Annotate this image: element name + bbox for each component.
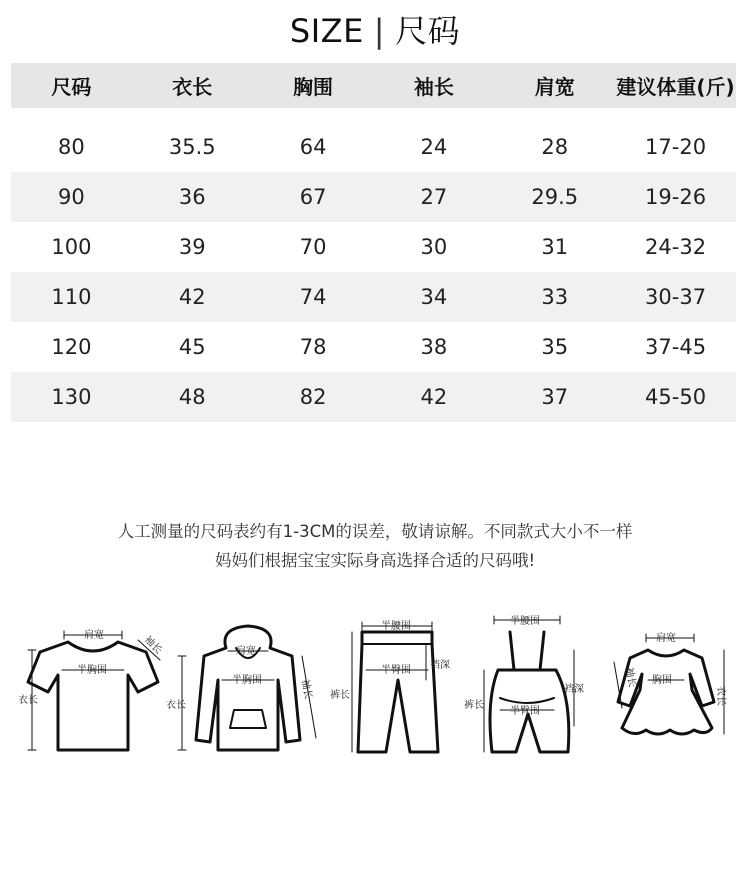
hoodie-length-label: 衣长 [166,700,186,711]
table-cell: 24 [420,135,448,159]
dress-icon [618,650,714,734]
table-cell: 30 [420,235,448,259]
table-cell: 64 [299,135,327,159]
table-cell: 31 [541,235,569,259]
tshirt-diagram [18,628,165,750]
table-cell: 110 [11,272,132,322]
overalls-diagram [464,614,584,752]
dress-chest-label: 胸围 [652,675,672,686]
table-cell: 70 [299,235,327,259]
header-weight: 建议体重(斤) [615,63,736,108]
overalls-icon [490,632,569,752]
table-cell: 30-37 [615,272,736,322]
table-cell: 48 [132,372,253,422]
table-cell: 19-26 [615,172,736,222]
size-table [11,63,736,422]
header-shoulder: 肩宽 [494,63,615,108]
table-cell: 67 [253,172,374,222]
table-cell: 37-45 [645,335,707,359]
dress-length-label: 衣长 [715,686,726,706]
page-title [0,6,750,52]
table-spacer [11,108,736,122]
table-cell: 82 [253,372,374,422]
tshirt-half-chest-label: 半胸围 [77,665,107,676]
table-cell: 34 [373,272,494,322]
hoodie-icon [196,626,300,750]
table-header-row [11,63,736,108]
table-cell: 130 [11,372,132,422]
table-cell: 120 [51,335,92,359]
pants-diagram [330,619,450,752]
tshirt-shoulder-label: 肩宽 [84,630,104,641]
dress-diagram [614,631,728,734]
table-cell: 33 [494,272,615,322]
table-cell: 27 [373,172,494,222]
overalls-half-waist-label: 半腰围 [510,616,540,627]
hoodie-sleeve-label: 袖长 [299,678,314,701]
table-row [11,272,736,322]
table-row [11,372,736,422]
dress-shoulder-label: 肩宽 [656,633,676,644]
title-cn: 尺码 [395,12,461,50]
hoodie-half-chest-label: 半胸围 [232,675,262,686]
table-cell: 45-50 [615,372,736,422]
header-length: 衣长 [132,63,253,108]
header-size: 尺码 [11,63,132,108]
table-cell: 28 [541,135,569,159]
table-cell: 42 [132,272,253,322]
table-cell: 45 [178,335,206,359]
pants-half-waist-label: 半腰围 [381,621,411,632]
table-cell: 35.5 [168,135,216,159]
header-sleeve: 袖长 [373,63,494,108]
pants-half-hip-label: 半臀围 [381,665,411,676]
dress-sleeve-label: 袖长 [623,666,638,689]
table-row [11,322,736,372]
table-cell: 74 [253,272,374,322]
table-cell: 37 [494,372,615,422]
table-cell: 38 [420,335,448,359]
table-cell: 78 [299,335,327,359]
table-cell: 100 [51,235,92,259]
overalls-rise-label: 裆深 [564,684,584,695]
tshirt-icon [28,642,158,750]
pants-rise-label: 裆深 [430,660,450,671]
table-cell: 29.5 [494,172,615,222]
title-en: SIZE [289,12,364,50]
table-cell: 42 [373,372,494,422]
table-cell: 90 [11,172,132,222]
table-cell: 17-20 [645,135,707,159]
overalls-half-hip-label: 半臀围 [510,706,540,717]
hoodie-shoulder-label: 肩宽 [236,646,256,657]
table-cell: 35 [541,335,569,359]
measurement-diagrams [0,610,750,770]
table-cell: 36 [132,172,253,222]
pants-measure-lines [352,622,432,752]
measurement-tip: 妈妈们根据宝宝实际身高选择合适的尺码哦! [214,551,536,570]
measurement-note: 人工测量的尺码表约有1-3CM的误差，敬请谅解。不同款式大小不一样 [117,522,633,541]
table-cell: 39 [178,235,206,259]
header-chest: 胸围 [253,63,374,108]
tshirt-length-label: 衣长 [18,695,38,706]
table-row [11,122,736,172]
overalls-length-label: 裤长 [464,700,484,711]
pants-length-label: 裤长 [330,690,350,701]
table-cell: 80 [58,135,85,159]
hoodie-diagram [166,626,316,750]
tshirt-sleeve-label: 袖长 [141,634,164,657]
table-row [11,222,736,272]
title-separator: | [373,12,386,50]
table-cell: 24-32 [645,235,707,259]
table-row [11,172,736,222]
